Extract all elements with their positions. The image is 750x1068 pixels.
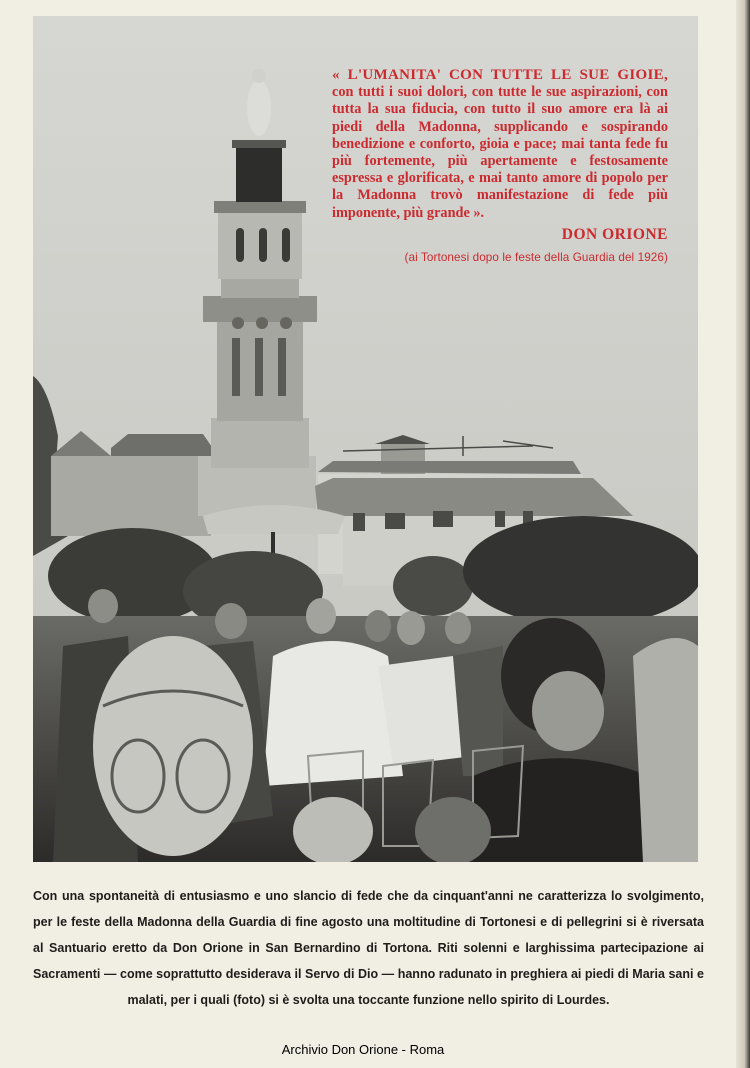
quote-lead: « L'UMANITA' CON TUTTE LE SUE GIOIE, (332, 67, 668, 83)
quote-body: con tutti i suoi dolori, con tutte le sue aspirazioni, con tutta la sua fiducia, con tutto il suo amore era là ai piedi della Madonna, supplicando e sospirando benedizione e conforto, gioia e pace; mai tanta fede fu più fortemente, più apertamente e festosamente espressa e glorificata, e mai tanto amore di popolo per la Madonna trovò manifestazione di fede più imponente, più grande ». (332, 84, 668, 221)
quote-author: DON ORIONE (561, 225, 668, 243)
quote-source: (ai Tortonesi dopo le feste della Guardia del 1926) (404, 251, 668, 265)
photo-caption: Con una spontaneità di entusiasmo e uno slancio di fede che da cinquant'anni ne caratterizza lo svolgimento, per le feste della Madonna della Guardia di fine agosto una moltitudine di Tortonesi e di pellegrini si è riversata al Santuario eretto da Don Orione in San Bernardino di Tortona. Riti solenni e larghissima partecipazione ai Sacramenti — come soprattutto desiderava il Servo di Dio — hanno radunato in preghiera ai piedi di Maria sani e malati, per i quali (foto) si è svolta una toccante funzione nello spirito di Lourdes. (33, 889, 704, 1007)
archive-credit: Archivio Don Orione - Roma (281, 1042, 445, 1057)
sanctuary-photo (33, 16, 698, 862)
page-edge (736, 0, 750, 1068)
quote-text (332, 67, 668, 222)
don-orione-quote (332, 67, 668, 266)
